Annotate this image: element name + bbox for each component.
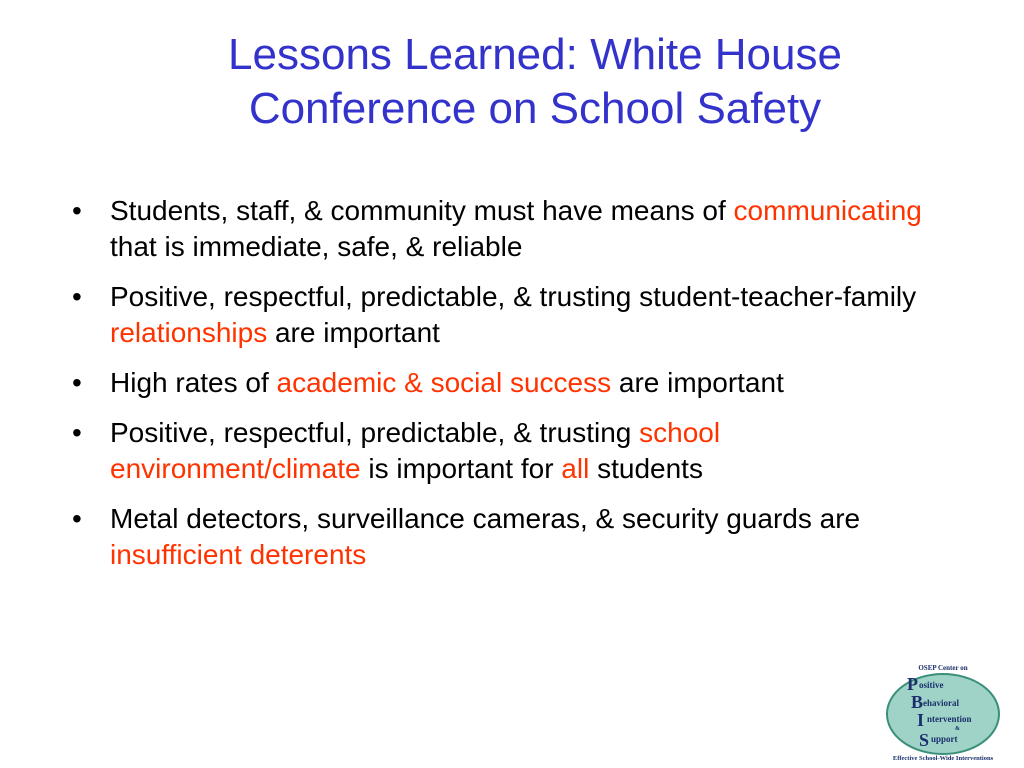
pbis-logo-word-support: upport <box>931 734 958 744</box>
pbis-logo-letter-b: B <box>911 692 924 712</box>
bullet-item <box>68 279 948 351</box>
bullet-text: are important <box>267 317 440 348</box>
bullet-item <box>68 193 948 265</box>
bullet-dot-icon: • <box>72 417 82 448</box>
bullet-highlight: all <box>561 453 590 484</box>
slide-title <box>60 28 1010 136</box>
bullet-dot-icon: • <box>72 503 82 534</box>
bullet-text: Metal detectors, surveillance cameras, & security guards are <box>110 503 861 534</box>
bullet-text: that is immediate, safe, & reliable <box>110 231 523 262</box>
bullet-item <box>68 415 948 487</box>
pbis-logo-letter-s: S <box>919 730 930 750</box>
bullet-text: Students, staff, & community must have means of <box>110 195 734 226</box>
bullet-text: is important for <box>360 453 562 484</box>
bullet-dot-icon: • <box>72 195 82 226</box>
pbis-logo <box>883 662 1003 762</box>
bullet-text: students <box>589 453 703 484</box>
pbis-logo-ampersand: & <box>955 726 960 732</box>
bullet-item <box>68 365 948 401</box>
bullet-highlight: school environment/climate <box>110 417 721 484</box>
pbis-logo-word-positive: ositive <box>919 680 944 690</box>
bullet-text: High rates of <box>110 367 277 398</box>
pbis-logo-header: OSEP Center on <box>918 664 968 672</box>
bullet-dot-icon: • <box>72 367 82 398</box>
bullet-text: Positive, respectful, predictable, & trusting <box>110 417 640 448</box>
pbis-logo-footer: Effective School-Wide Interventions <box>892 755 994 762</box>
slide-title-line-1: Lessons Learned: White House <box>228 30 842 79</box>
bullet-list <box>68 193 948 587</box>
bullet-highlight: insufficient deterents <box>110 539 367 570</box>
bullet-dot-icon: • <box>72 281 82 312</box>
pbis-logo-letter-i: I <box>917 710 925 730</box>
bullet-text: are important <box>611 367 784 398</box>
bullet-highlight: academic & social success <box>276 367 612 398</box>
pbis-logo-word-behavioral: ehavioral <box>923 698 959 708</box>
slide-title-line-2: Conference on School Safety <box>248 84 822 133</box>
bullet-item <box>68 501 948 573</box>
bullet-highlight: relationships <box>110 317 268 348</box>
bullet-highlight: communicating <box>733 195 922 226</box>
pbis-logo-letter-p: P <box>907 674 918 694</box>
pbis-logo-word-intervention: ntervention <box>927 714 972 724</box>
bullet-text: Positive, respectful, predictable, & trusting student-teacher-family <box>110 281 917 312</box>
